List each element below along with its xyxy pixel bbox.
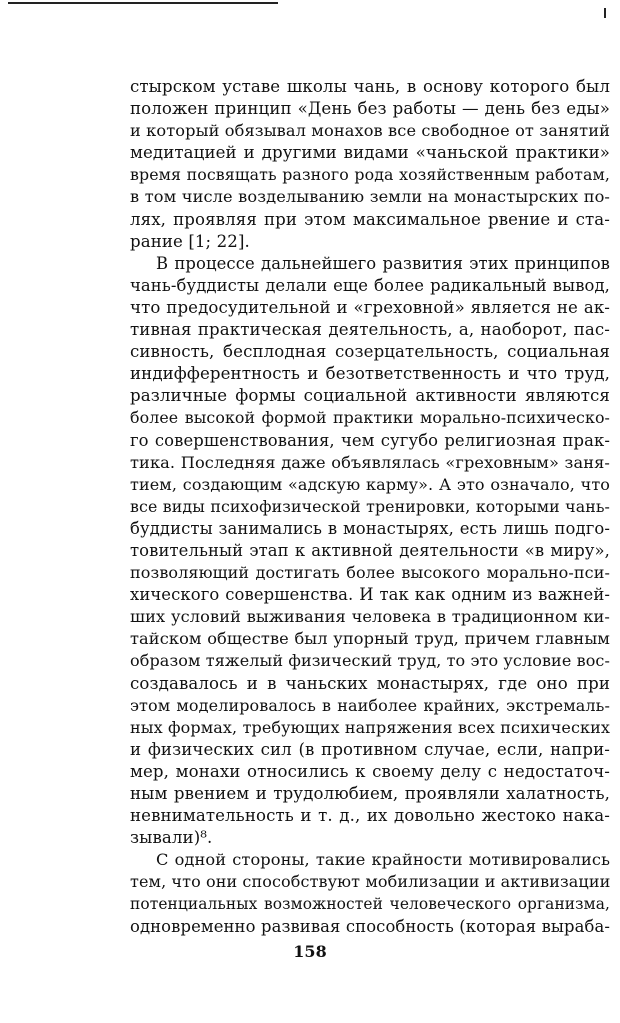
text-line: время посвящать разного рода хозяйственным работам, [130,165,610,185]
text-line: и который обязывал монахов все свободное от занятий [130,121,610,141]
text-line [130,938,610,940]
text-line: создавалось и в чаньских монастырях, где оно при [130,673,610,693]
text-line: рание [1; 22]. [130,231,250,251]
text-line: что предосудительной и «греховной» является не ак- [130,297,610,317]
text-line: одновременно развивая способность (которая выраба- [130,916,610,936]
text-line: В процессе дальнейшего развития этих принципов [156,253,610,273]
top-rule [8,2,278,4]
text-line: более высокой формой практики морально-психическо- [130,408,610,428]
text-line: невнимательность и т. д., их довольно жестоко нака- [130,806,610,826]
text-line: этом моделировалось в наиболее крайних, экстремаль- [130,695,610,715]
page-number: 158 [293,942,327,961]
text-line: стырском уставе школы чань, в основу которого был [130,77,610,96]
text-line: лях, проявляя при этом максимальное рвение и ста- [130,209,610,229]
text-line: тайском обществе был упорный труд, причем главным [130,629,610,649]
text-line: сивность, бесплодная созерцательность, социальная [130,342,610,362]
text-line: все виды психофизической тренировки, которыми чань- [130,496,610,516]
page-body-text [130,76,610,940]
text-line: хического совершенства. И так как одним из важней- [130,585,610,605]
edge-mark [604,8,606,18]
text-line: ших условий выживания человека в традиционном ки- [130,607,610,627]
text-line: индифферентность и безответственность и что труд, [130,364,610,384]
text-line: чань-буддисты делали еще более радикальный вывод, [130,275,610,295]
text-line: образом тяжелый физический труд, то это условие вос- [130,651,610,671]
text-line: мер, монахи относились к своему делу с недостаточ- [130,761,610,781]
text-line: тивная практическая деятельность, а, наоборот, пас- [130,320,610,340]
text-line: зывали)⁸. [130,828,213,848]
text-line: положен принцип «День без работы — день без еды» [130,99,610,119]
text-line: буддисты занимались в монастырях, есть лишь подго- [130,518,610,538]
text-line: в том числе возделыванию земли на монастырских по- [130,187,610,207]
text-line: различные формы социальной активности являются [130,386,610,406]
text-line: тием, создающим «адскую карму». А это означало, что [130,474,610,494]
text-line: потенциальных возможностей человеческого организма, [130,895,610,914]
text-line: тем, что они способствуют мобилизации и активизации [130,872,610,892]
text-line: и физических сил (в противном случае, если, напри- [130,739,610,759]
text-line: ным рвением и трудолюбием, проявляли халатность, [130,784,610,803]
text-line: позволяющий достигать более высокого морально-пси- [130,563,610,583]
text-line: С одной стороны, такие крайности мотивировались [156,850,610,870]
text-line: товительный этап к активной деятельности «в миру», [130,540,610,560]
text-line: го совершенствования, чем сугубо религиозная прак- [130,430,610,450]
text-line: тика. Последняя даже объявлялась «греховным» заня- [130,452,610,472]
text-line: ных формах, требующих напряжения всех психических [130,717,610,737]
text-line: медитацией и другими видами «чаньской практики» [130,143,610,163]
